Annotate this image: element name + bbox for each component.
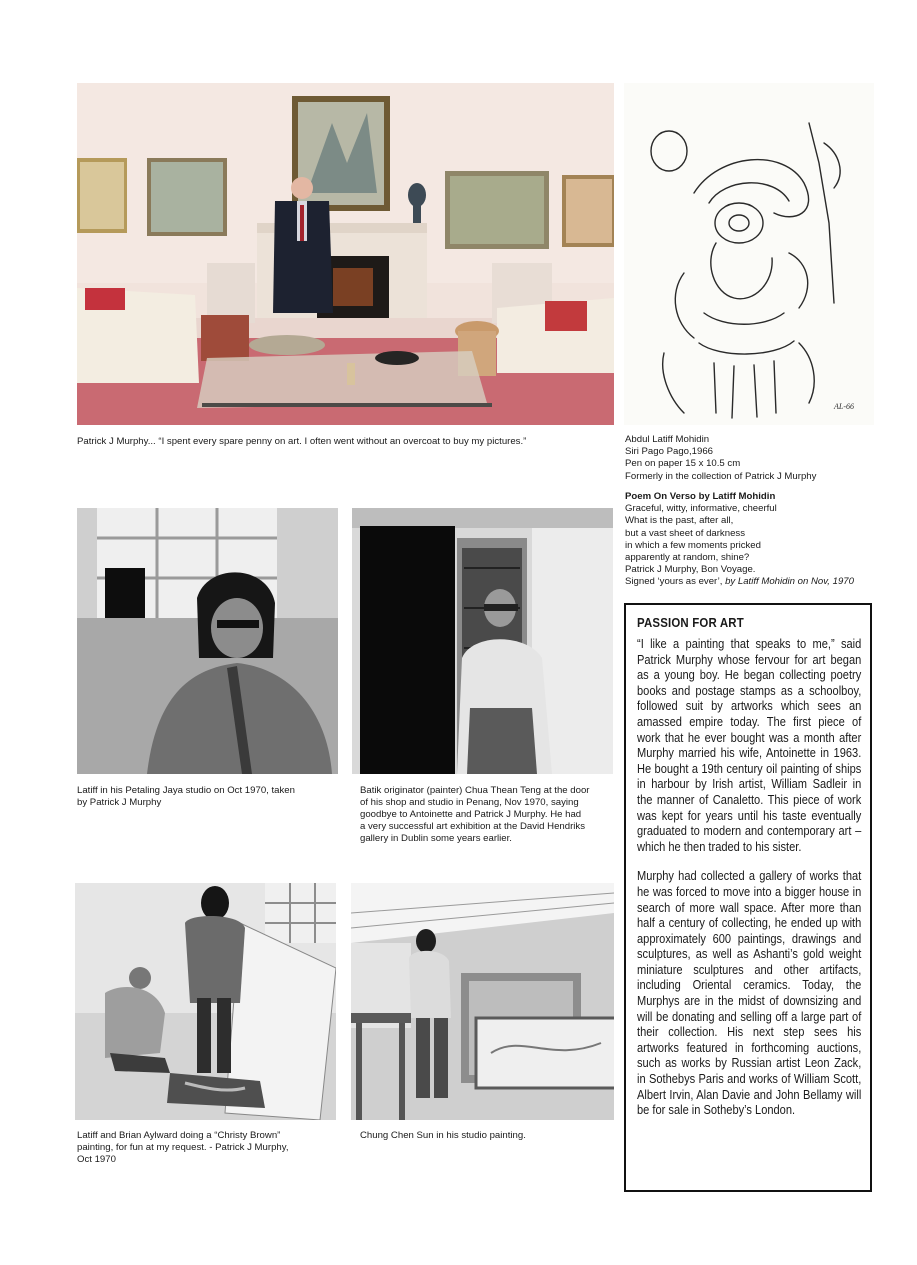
living-room-photo <box>77 83 614 425</box>
poem-signed-prefix: Signed ‘yours as ever’, <box>625 576 726 588</box>
drawing-caption-provenance: Formerly in the collection of Patrick J Murphy <box>625 470 817 482</box>
chua-caption-line: of his shop and studio in Penang, Nov 1970, saying <box>360 797 579 808</box>
chung-caption-text: Chung Chen Sun in his studio painting. <box>360 1130 526 1141</box>
poem-line: What is the past, after all, <box>625 515 734 527</box>
christy-brown-caption <box>77 1130 289 1166</box>
sidebar-title: PASSION FOR ART <box>637 615 744 630</box>
drawing-caption-title: Siri Pago Pago,1966 <box>625 446 714 458</box>
chua-caption-line: a very successful art exhibition at the David Hendriks <box>360 821 586 832</box>
christy-caption-line: Oct 1970 <box>77 1154 116 1165</box>
poem-line: but a vast sheet of darkness <box>625 527 745 539</box>
chua-caption-line: Batik originator (painter) Chua Thean Teng at the door <box>360 785 590 796</box>
chung-chen-sun-caption <box>360 1130 526 1142</box>
poem-line: Patrick J Murphy, Bon Voyage. <box>625 564 756 576</box>
living-room-caption-text: Patrick J Murphy... “I spent every spare penny on art. I often went without an overcoat to buy my pictures.” <box>77 436 527 447</box>
poem-signature <box>625 576 854 588</box>
drawing-caption-artist: Abdul Latiff Mohidin <box>625 434 710 445</box>
chung-chen-sun-photo <box>351 883 614 1120</box>
latiff-studio-caption-line: by Patrick J Murphy <box>77 797 162 808</box>
latiff-studio-caption <box>77 785 295 809</box>
drawing-caption <box>625 434 816 483</box>
poem-line: in which a few moments pricked <box>625 539 761 551</box>
latiff-studio-caption-line: Latiff in his Petaling Jaya studio on Oct 1970, taken <box>77 785 295 796</box>
chua-thean-teng-caption <box>360 785 590 845</box>
poem-line: apparently at random, shine? <box>625 552 750 564</box>
poem-block <box>625 491 854 589</box>
drawing-caption-medium: Pen on paper 15 x 10.5 cm <box>625 458 741 470</box>
sidebar-paragraph-2: Murphy had collected a gallery of works that he was forced to move into a bigger house in search of more wall space. After more than half a century of collecting, he ended up with approximately 600 paintings, drawings and sculptures, as well as Ashanti’s gold weight miniature sculptures and other artifacts, including Oriental ceramics. Today, the Murphys are in the midst of downsizing and will be donating and selling off a large part of their collection. His next step sees his artworks featured in forthcoming auctions, such as works by Russian artist Leon Zack, in Sothebys Paris and works of William Scott, Albert Irvin, Alan Davie and John Bellamy will be for sale in Sotheby’s London. <box>637 868 862 1118</box>
chua-caption-line: goodbye to Antoinette and Patrick J Murphy. He had <box>360 809 582 820</box>
passion-for-art-box <box>624 603 872 1192</box>
christy-caption-line: Latiff and Brian Aylward doing a “Christy Brown” <box>77 1130 281 1141</box>
living-room-caption <box>77 436 526 448</box>
sidebar-paragraph-1: “I like a painting that speaks to me,” said Patrick Murphy whose fervour for art began as a young boy. He began collecting poetry books and postage stamps as a schoolboy, followed suit by artworks which sees an amassed empire today. The first piece of work that he ever bought was a month after Murphy married his wife, Antoinette in 1963. He bought a 19th century oil painting of ships in harbour by Irish artist, William Sadleir in the manner of Canaletto. This piece of work was kept for years until his taste eventually graduated to modern and contemporary art – which he then traded to his sister. <box>637 636 862 854</box>
drawing-signature: AL-66 <box>834 402 854 411</box>
poem-line: Graceful, witty, informative, cheerful <box>625 503 777 515</box>
latiff-studio-photo <box>77 508 338 774</box>
siri-pago-pago-drawing <box>624 83 874 425</box>
christy-caption-line: painting, for fun at my request. - Patrick J Murphy, <box>77 1142 289 1153</box>
christy-brown-photo <box>75 883 336 1120</box>
poem-title: Poem On Verso by Latiff Mohidin <box>625 491 776 502</box>
chua-thean-teng-photo <box>352 508 613 774</box>
poem-signed-italic: by Latiff Mohidin on Nov, 1970 <box>725 576 854 588</box>
chua-caption-line: gallery in Dublin some years earlier. <box>360 833 512 844</box>
